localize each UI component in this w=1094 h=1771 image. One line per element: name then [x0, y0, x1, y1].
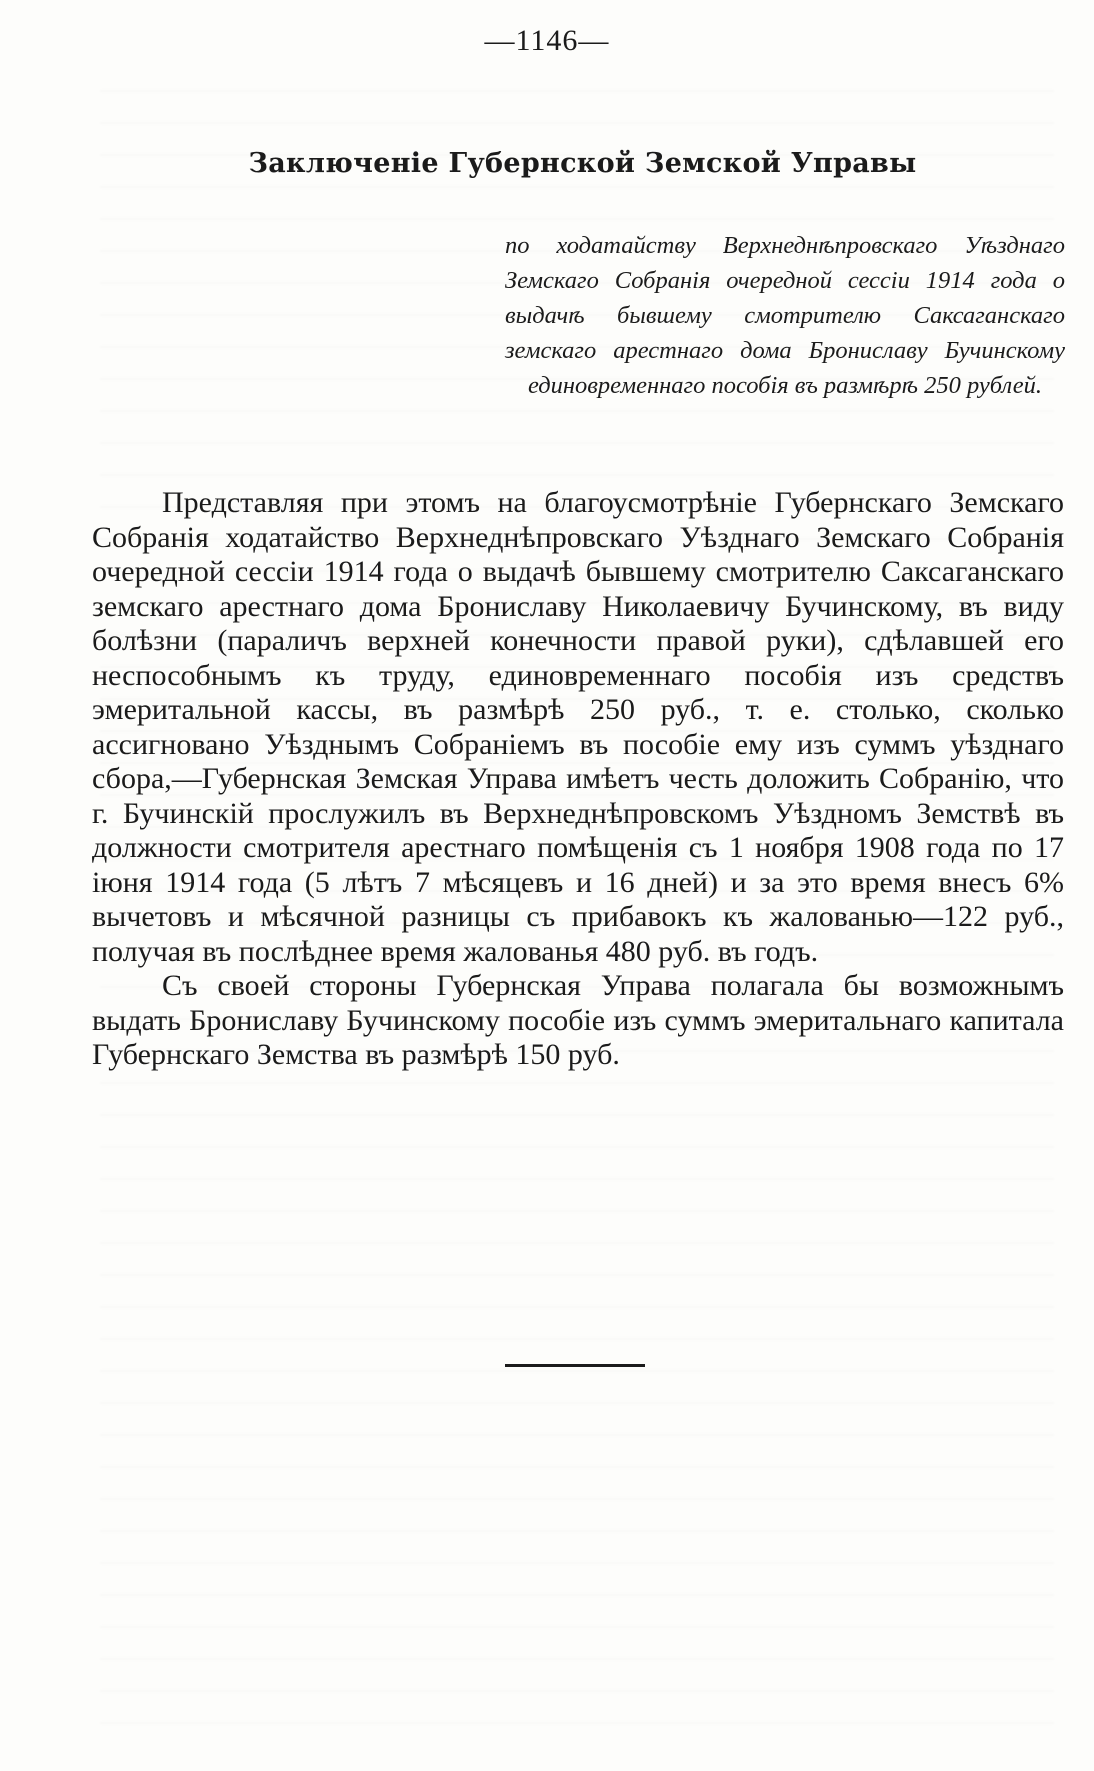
section-subtitle: по ходатайству Верхнеднѣпровскаго Уѣзднаго Земскаго Собранія очередной сессіи 1914 года о выдачѣ бывшему смотрителю Саксаганскаго земскаго арестнаго дома Брониславу Бучинскому единовременнаго пособія въ размѣрѣ 250 рублей.	[505, 232, 1065, 399]
page-number: —1146—	[484, 24, 610, 57]
paragraph-1: Представляя при этомъ на благоусмотрѣніе Губернскаго Земскаго Собранія ходатайство Верхнеднѣпровскаго Уѣзднаго Земскаго Собранія очередной сессіи 1914 года о выдачѣ бывшему смотрителю Саксаганскаго земскаго арестнаго дома Брониславу Николаевичу Бучинскому, въ виду болѣзни (параличъ верхней конечности правой руки), сдѣлавшей его неспособнымъ къ труду, единовременнаго пособія изъ средствъ эмеритальной кассы, въ размѣрѣ 250 руб., т. е. столько, сколько ассигновано Уѣзднымъ Собраніемъ въ пособіе ему изъ суммъ уѣзднаго сбора,—Губернская Земская Управа имѣетъ честь доложить Собранію, что г. Бучинскій прослужилъ въ Верхнеднѣпровскомъ Уѣздномъ Земствѣ въ должности смотрителя арестнаго помѣщенія съ 1 ноября 1908 года по 17 іюня 1914 года (5 лѣтъ 7 мѣсяцевъ и 16 дней) и за это время внесъ 6% вычетовъ и мѣсячной разницы съ прибавокъ къ жалованью—122 руб., получая въ послѣднее время жалованья 480 руб. въ годъ.	[92, 486, 1064, 968]
section-title: Заключеніе Губернской Земской Управы	[248, 148, 917, 179]
section-divider	[505, 1364, 645, 1367]
body-text	[92, 486, 1064, 1073]
paragraph-2: Съ своей стороны Губернская Управа полагала бы возможнымъ выдать Брониславу Бучинскому пособіе изъ суммъ эмеритальнаго капитала Губернскаго Земства въ размѣрѣ 150 руб.	[92, 969, 1064, 1071]
